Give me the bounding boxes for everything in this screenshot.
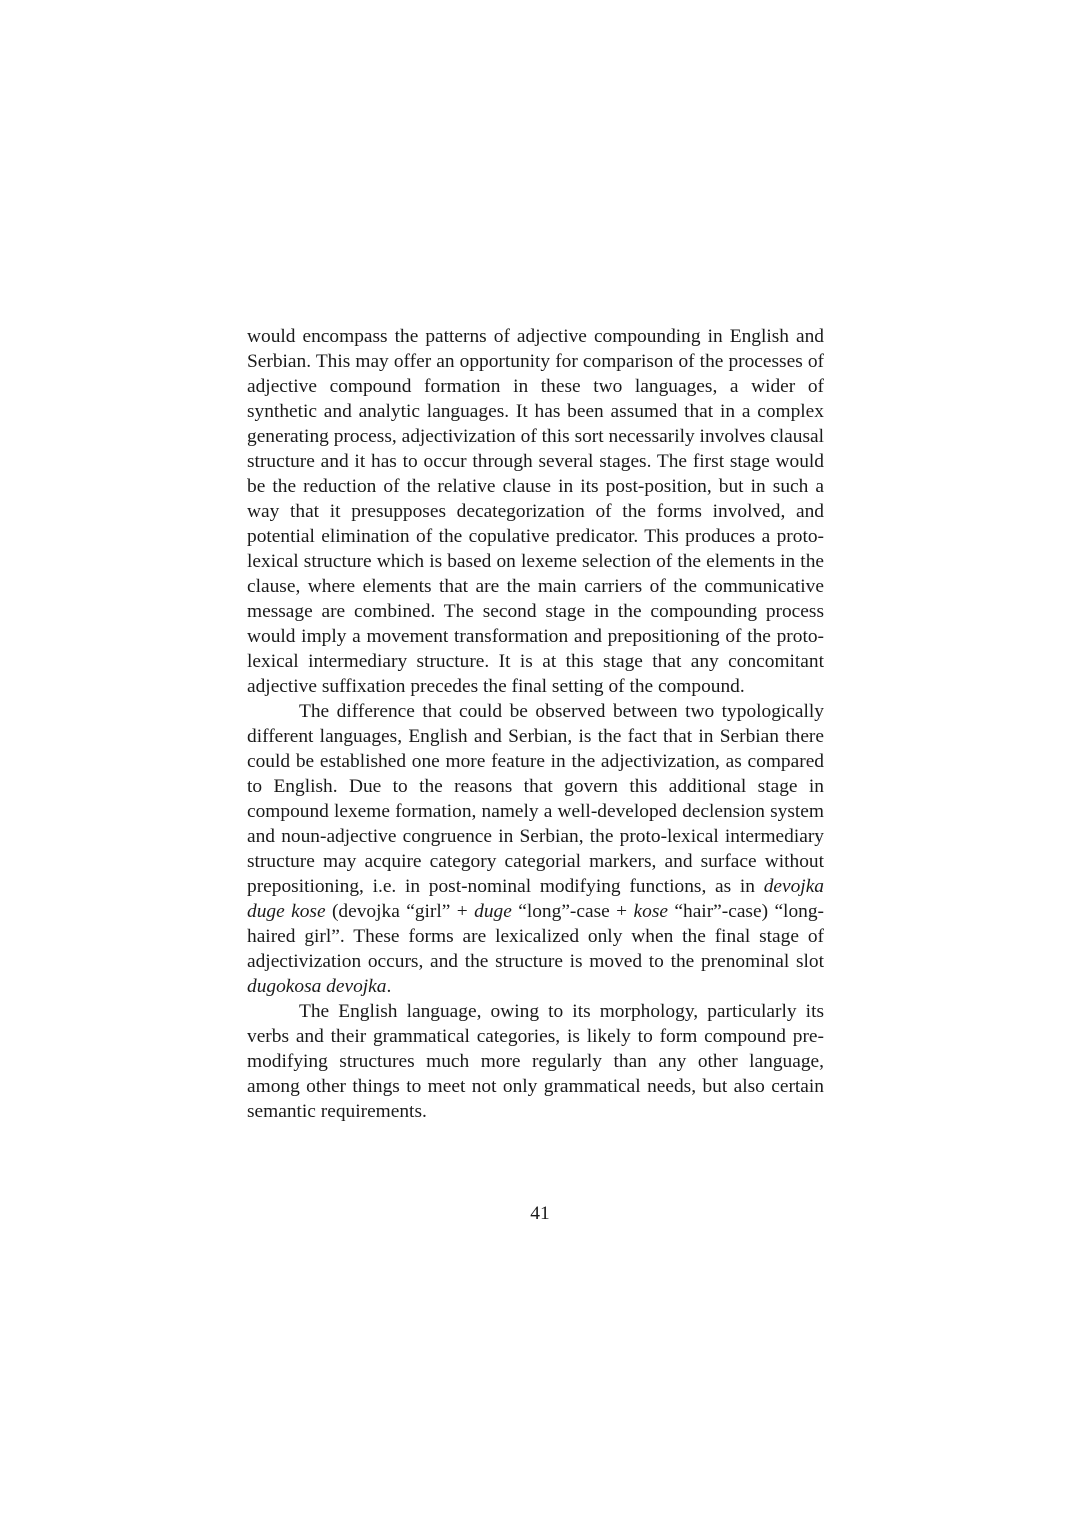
paragraph-2 [247,699,824,999]
italic-term-dugokosa-devojka: dugokosa devojka [247,976,387,997]
paragraph-3 [247,999,824,1124]
body-text [247,324,824,1124]
paragraph-3-text: The English language, owing to its morphology, particularly its verbs and their grammatical categories, is likely to form compound pre-modifying structures much more regularly than any other language, among other things to meet not only grammatical needs, but also certain semantic requirements. [247,1001,824,1122]
paragraph-2-text-e: . [386,976,392,997]
page-number: 41 [530,1203,550,1224]
italic-term-kose: kose [633,901,668,922]
paragraph-1 [247,324,824,699]
italic-term-duge: duge [474,901,512,922]
paragraph-2-text-b: (devojka “girl” + [325,901,475,922]
italic-term-devojka-duge-kose: devojka duge kose [247,876,824,922]
paragraph-2-text-d: “hair”-case) “long-haired girl”. These forms are lexicalized only when the final stage of adjectivization occurs, and the structure is moved to the prenominal slot [247,901,824,972]
paragraph-2-text-c: “long”-case + [511,901,634,922]
paragraph-2-text-a: The difference that could be observed between two typologically different languages, English and Serbian, is the fact that in Serbian there could be established one more feature in the adjectivization, as compared to English. Due to the reasons that govern this additional stage in compound lexeme formation, namely a well-developed declension system and noun-adjective congruence in Serbian, the proto-lexical intermediary structure may acquire category categorial markers, and surface without prepositioning, i.e. in post-nominal modifying functions, as in [247,701,824,897]
paragraph-1-text: would encompass the patterns of adjective compounding in English and Serbian. This may offer an opportunity for comparison of the processes of adjective compound formation in these two languages, a wider of synthetic and analytic languages. It has been assumed that in a complex generating process, adjectivization of this sort necessarily involves clausal structure and it has to occur through several stages. The first stage would be the reduction of the relative clause in its post-position, but in such a way that it presupposes decategorization of the forms involved, and potential elimination of the copulative predicator. This produces a proto-lexical structure which is based on lexeme selection of the elements in the clause, where elements that are the main carriers of the communicative message are combined. The second stage in the compounding process would imply a movement transformation and prepositioning of the proto-lexical intermediary structure. It is at this stage that any concomitant adjective suffixation precedes the final setting of the compound. [247,326,824,697]
